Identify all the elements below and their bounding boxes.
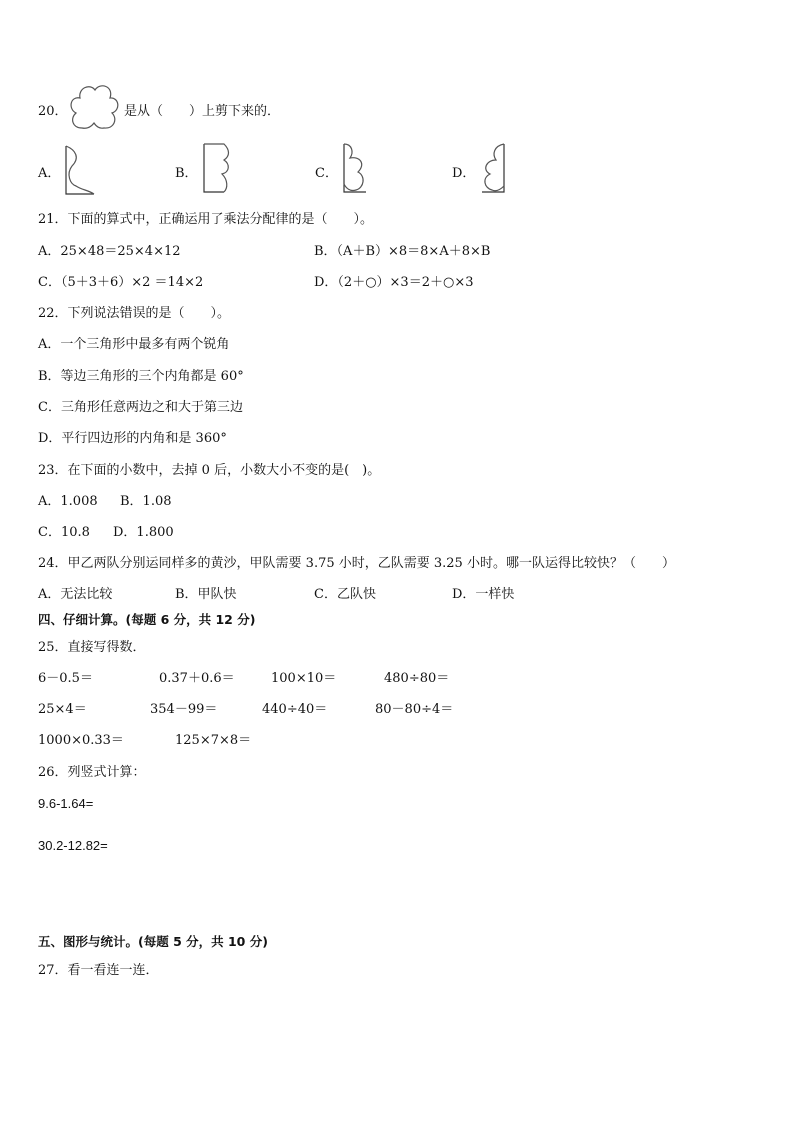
q25-expr: 440÷40＝	[262, 702, 328, 717]
q25-expr: 125×7×8＝	[175, 733, 252, 748]
q26-item-1: 9.6-1.64=	[38, 796, 94, 811]
q22-option-a[interactable]: A．一个三角形中最多有两个锐角	[38, 337, 230, 352]
half-shape-a-icon[interactable]	[62, 144, 96, 196]
half-shape-b-icon[interactable]	[202, 142, 232, 194]
q22-option-d[interactable]: D．平行四边形的内角和是 360°	[38, 431, 227, 446]
q21-option-d[interactable]: D．（2＋○）×3＝2＋○×3	[314, 275, 474, 290]
q20-option-c-label[interactable]: C．	[315, 166, 338, 181]
q24-option-c[interactable]: C．乙队快	[314, 587, 376, 602]
q23-option-a[interactable]: A．1.008	[38, 494, 98, 509]
q26-stem: 26．列竖式计算：	[38, 765, 146, 780]
q24-option-b[interactable]: B．甲队快	[175, 587, 237, 602]
q22-stem: 22．下列说法错误的是（ ）。	[38, 306, 231, 321]
q23-option-b[interactable]: B．1.08	[120, 494, 172, 509]
q23-option-c[interactable]: C．10.8	[38, 525, 90, 540]
q21-stem: 21．下面的算式中，正确运用了乘法分配律的是（ ）。	[38, 212, 374, 227]
q25-stem: 25．直接写得数．	[38, 640, 146, 655]
q21-option-b[interactable]: B．（A＋B）×8＝8×A＋8×B	[314, 244, 491, 259]
q25-expr: 25×4＝	[38, 702, 87, 717]
section-5-title: 五、图形与统计。(每题 5 分，共 10 分)	[38, 934, 268, 949]
q20-option-a-label[interactable]: A．	[38, 166, 61, 181]
cloud-flower-shape-icon	[68, 82, 120, 130]
q25-expr: 1000×0.33＝	[38, 733, 124, 748]
q27-stem: 27．看一看连一连．	[38, 963, 159, 978]
q22-option-b[interactable]: B．等边三角形的三个内角都是 60°	[38, 369, 244, 384]
section-4-title: 四、仔细计算。(每题 6 分，共 12 分)	[38, 612, 256, 627]
q20-option-b-label[interactable]: B．	[175, 166, 198, 181]
q26-item-2: 30.2-12.82=	[38, 838, 108, 853]
q24-option-d[interactable]: D．一样快	[452, 587, 515, 602]
half-shape-d-icon[interactable]	[476, 142, 508, 194]
q25-expr: 6－0.5＝	[38, 671, 93, 686]
q20-number: 20．	[38, 104, 68, 119]
q21-option-a[interactable]: A．25×48＝25×4×12	[38, 244, 181, 259]
q21-option-c[interactable]: C．（5＋3＋6）×2 ＝14×2	[38, 275, 204, 290]
q25-expr: 480÷80＝	[384, 671, 450, 686]
q24-stem: 24．甲乙两队分别运同样多的黄沙，甲队需要 3.75 小时，乙队需要 3.25 小时。哪一队运得比较快？（ ）	[38, 556, 675, 571]
q20-option-d-label[interactable]: D．	[452, 166, 476, 181]
half-shape-c-icon[interactable]	[340, 142, 370, 194]
q24-option-a[interactable]: A．无法比较	[38, 587, 113, 602]
q25-expr: 0.37＋0.6＝	[159, 671, 235, 686]
q25-expr: 100×10＝	[271, 671, 337, 686]
q25-expr: 80－80÷4＝	[375, 702, 454, 717]
q20-stem: 是从（ ）上剪下来的．	[124, 104, 281, 119]
q23-stem: 23．在下面的小数中，去掉 0 后，小数大小不变的是( )。	[38, 463, 381, 478]
q22-option-c[interactable]: C．三角形任意两边之和大于第三边	[38, 400, 243, 415]
q23-option-d[interactable]: D．1.800	[113, 525, 174, 540]
q25-expr: 354－99＝	[150, 702, 218, 717]
